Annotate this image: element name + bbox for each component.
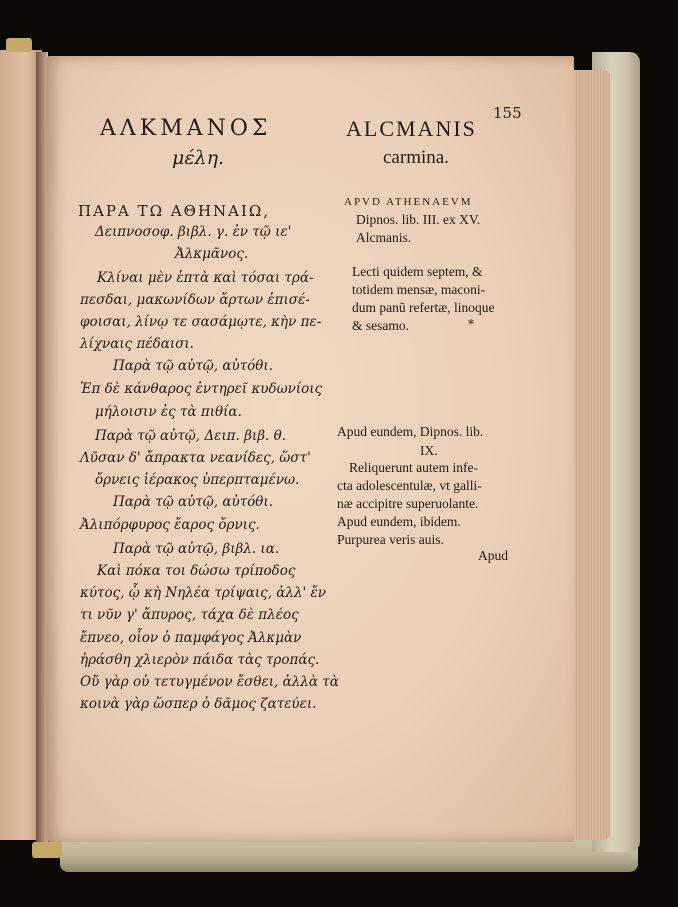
- latin-line: APVD ATHENAEVM: [344, 196, 473, 208]
- greek-line: Παρὰ τῷ αὐτῷ, αὐτόθι.: [113, 494, 274, 510]
- latin-title: ALCMANIS: [346, 116, 477, 141]
- latin-line: Purpurea veris auis.: [337, 532, 444, 547]
- greek-line: πεσδαι, μακωνίδων ἄρτων ἐπισέ-: [80, 292, 310, 308]
- latin-line: Apud eundem, ibidem.: [337, 514, 461, 529]
- latin-line: Apud eundem, Dipnos. lib.: [337, 424, 484, 439]
- page-number: 155: [493, 104, 522, 122]
- greek-line: τι νῦν γ' ἄπυρος, τάχα δὲ πλέος: [80, 607, 299, 623]
- latin-line: Reliquerunt autem infe-: [349, 460, 478, 475]
- latin-line: næ accipitre superuolante.: [337, 496, 479, 511]
- book-page: [46, 56, 574, 842]
- greek-line: κοινὰ γὰρ ὥσπερ ὁ δᾶμος ζατεύει.: [80, 696, 317, 712]
- greek-line: ἔπνεο, οἷον ὁ παμφάγος Ἀλκμὰν: [80, 630, 302, 646]
- greek-line: Καὶ πόκα τοι δώσω τρίποδος: [97, 563, 296, 579]
- greek-line: Λῦσαν δ' ἄπρακτα νεανίδες, ὥστ': [80, 450, 311, 466]
- greek-line: φοισαι, λίνῳ τε σασάμῳτε, κὴν πε-: [80, 314, 322, 330]
- asterisk-mark: *: [468, 317, 474, 331]
- latin-line: dum panũ refertæ, linoque: [352, 300, 495, 315]
- greek-line: Παρὰ τῷ αὐτῷ, βιβλ. ια.: [113, 541, 280, 557]
- latin-line: Apud: [478, 548, 508, 563]
- greek-line: μήλοισιν ἐς τὰ πιθία.: [95, 404, 242, 420]
- binding-thread-bottom: [32, 842, 62, 858]
- greek-subtitle: μέλη.: [172, 147, 225, 169]
- greek-line: Παρὰ τῷ αὐτῷ, αὐτόθι.: [113, 358, 274, 374]
- greek-line: Οὔ γὰρ οὐ τετυγμένον ἔσθει, ἀλλὰ τὰ: [80, 674, 339, 690]
- latin-subtitle: carmina.: [383, 147, 449, 168]
- greek-line: κύτος, ᾧ κὴ Νηλέα τρίψαις, ἀλλ' ἔν: [80, 585, 326, 601]
- binding-thread-top: [6, 38, 32, 52]
- greek-line: Ἀλιπόρφυρος ἔαρος ὄρνις.: [80, 517, 260, 533]
- latin-line: Alcmanis.: [356, 230, 412, 245]
- latin-line: totidem mensæ, maconi-: [352, 282, 486, 297]
- greek-line: Παρὰ τῷ αὐτῷ, Δειπ. βιβ. θ.: [95, 428, 287, 444]
- greek-line: ΠΑΡΑ ΤΩ ΑΘΗΝΑΙΩ,: [78, 202, 271, 220]
- latin-line: Dipnos. lib. III. ex XV.: [356, 212, 481, 227]
- latin-line: & sesamo.: [352, 318, 409, 333]
- greek-line: Ἐπ δὲ κάνθαρος ἐντηρεῖ κυδωνίοις: [80, 381, 323, 397]
- latin-line: IX.: [420, 443, 438, 458]
- latin-line: Lecti quidem septem, &: [352, 264, 483, 279]
- greek-line: ἠράσθη χλιερὸν πάιδα τὰς τροπάς.: [80, 652, 320, 668]
- greek-line: Ἀλκμᾶνος.: [175, 246, 249, 262]
- latin-line: cta adolescentulæ, vt galli-: [337, 478, 482, 493]
- greek-line: Δειπνοσοφ. βιβλ. γ. ἐν τῷ ιε': [95, 224, 292, 240]
- greek-line: ὄρνεις ἱέρακος ὑπερπταμένω.: [95, 472, 300, 488]
- page-edges: [568, 70, 610, 840]
- greek-title: ΑΛΚΜΑΝΟΣ: [100, 116, 272, 141]
- greek-line: Κλίναι μὲν ἑπτὰ καὶ τόσαι τρά-: [97, 270, 314, 286]
- greek-line: λίχναις πέδαισι.: [80, 336, 194, 352]
